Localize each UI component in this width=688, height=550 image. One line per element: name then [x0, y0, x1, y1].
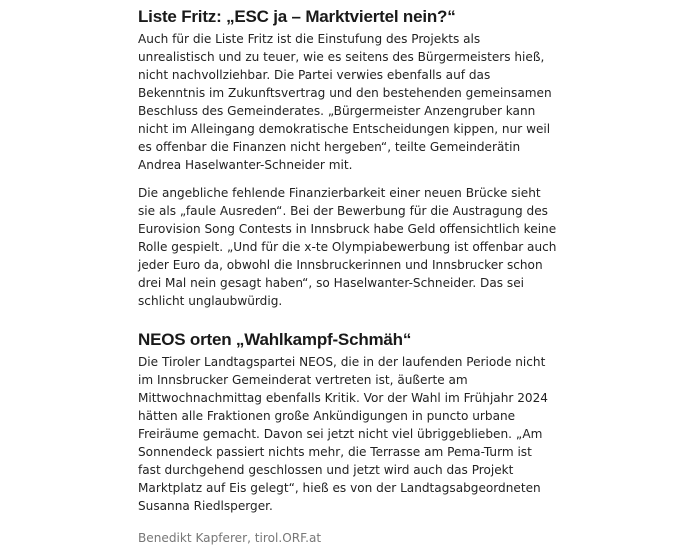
paragraph-neos-1: Die Tiroler Landtagspartei NEOS, die in der laufenden Periode nicht im Innsbrucker Gemeinderat vertreten ist, äußerte am Mittwochnachmittag ebenfalls Kritik. Vor der Wahl im Frühjahr 2024 hätten alle Fraktionen große Ankündigungen in puncto urbane Freiräume gemacht. Davon sei jetzt nicht viel übriggeblieben. „Am Sonnendeck passiert nichts mehr, die Terrasse am Pema-Turm ist fast durchgehend geschlossen und jetzt wird auch das Projekt Marktplatz auf Eis gelegt“, hieß es von der Landtagsabgeordneten Susanna Riedlsperger. [138, 355, 548, 513]
article-body [138, 0, 558, 547]
section-heading-neos: NEOS orten „Wahlkampf-Schmäh“ [138, 330, 412, 349]
section-heading-liste-fritz: Liste Fritz: „ESC ja – Marktviertel nein?“ [138, 7, 456, 26]
paragraph-liste-fritz-2: Die angebliche fehlende Finanzierbarkeit einer neuen Brücke sieht sie als „faule Ausreden“. Bei der Bewerbung für die Austragung des Eurovision Song Contests in Innsbruck habe Geld offensichtlich keine Rolle gespielt. „Und für die x-te Olympiabewerbung ist offenbar auch jeder Euro da, obwohl die Innsbruckerinnen und Innsbrucker schon drei Mal nein gesagt haben“, so Haselwanter-Schneider. Das sei schlicht unglaubwürdig. [138, 186, 557, 308]
author-credit: Benedikt Kapferer, tirol.ORF.at [138, 531, 322, 545]
paragraph-liste-fritz-1: Auch für die Liste Fritz ist die Einstufung des Projekts als unrealistisch und zu teuer, wie es seitens des Bürgermeisters hieß, nicht nachvollziehbar. Die Partei verwies ebenfalls auf das Bekenntnis im Zukunftsvertrag und den bestehenden gemeinsamen Beschluss des Gemeinderates. „Bürgermeister Anzengruber kann nicht im Alleingang demokratische Entscheidungen kippen, nur weil es offenbar die Finanzen nicht hergeben“, teilte Gemeinderätin Andrea Haselwanter-Schneider mit. [138, 32, 552, 172]
